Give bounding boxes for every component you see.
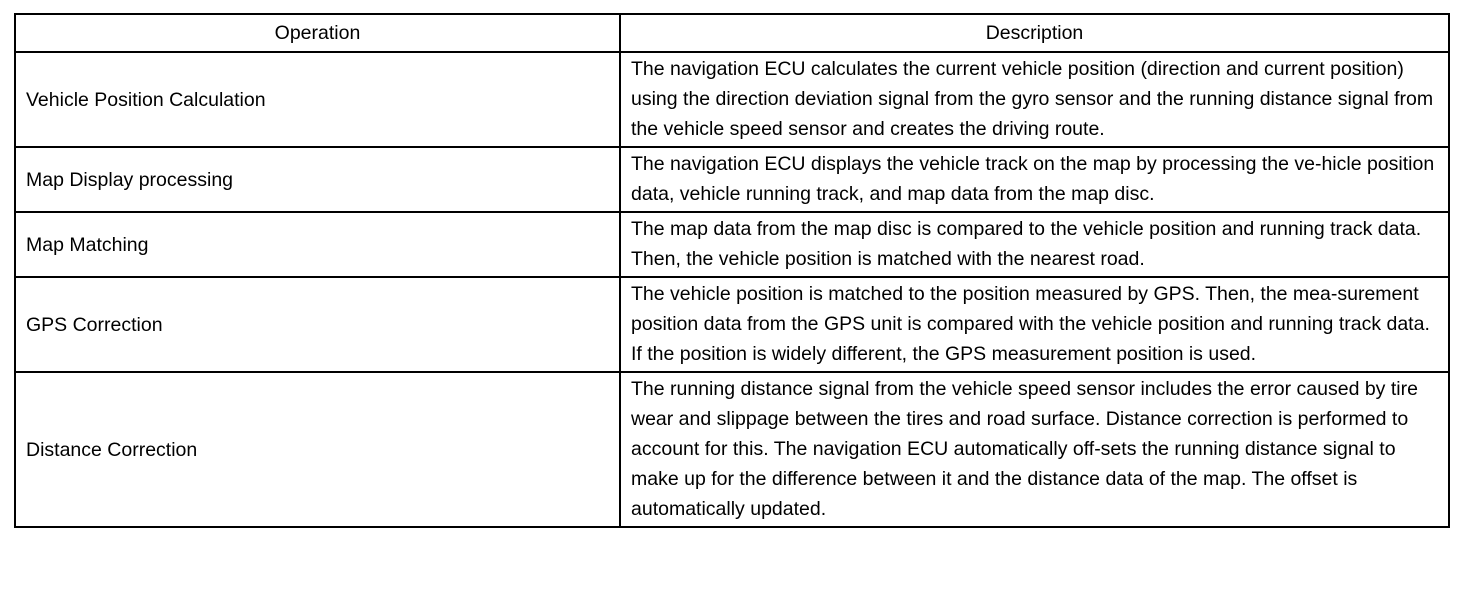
operation-cell: Vehicle Position Calculation (15, 52, 620, 147)
operations-table (14, 13, 1450, 528)
description-cell: The running distance signal from the vehicle speed sensor includes the error caused by tire wear and slippage between the tires and road surface. Distance correction is performed to account for this. The navigation ECU automatically off-sets the running distance signal to make up for the difference between it and the distance data of the map. The offset is automatically updated. (620, 372, 1449, 527)
table-row (15, 212, 1449, 277)
table-header-row (15, 14, 1449, 52)
operation-cell: Map Display processing (15, 147, 620, 212)
description-cell: The navigation ECU calculates the current vehicle position (direction and current position) using the direction deviation signal from the gyro sensor and the running distance signal from the vehicle speed sensor and creates the driving route. (620, 52, 1449, 147)
header-description: Description (620, 14, 1449, 52)
table-row (15, 372, 1449, 527)
header-operation: Operation (15, 14, 620, 52)
table-row (15, 277, 1449, 372)
description-cell: The map data from the map disc is compared to the vehicle position and running track data. Then, the vehicle position is matched with the nearest road. (620, 212, 1449, 277)
table-row (15, 147, 1449, 212)
description-cell: The vehicle position is matched to the position measured by GPS. Then, the mea-surement position data from the GPS unit is compared with the vehicle position and running track data. If the position is widely different, the GPS measurement position is used. (620, 277, 1449, 372)
table-row (15, 52, 1449, 147)
operation-cell: Map Matching (15, 212, 620, 277)
operation-cell: GPS Correction (15, 277, 620, 372)
description-cell: The navigation ECU displays the vehicle track on the map by processing the ve-hicle position data, vehicle running track, and map data from the map disc. (620, 147, 1449, 212)
operation-cell: Distance Correction (15, 372, 620, 527)
